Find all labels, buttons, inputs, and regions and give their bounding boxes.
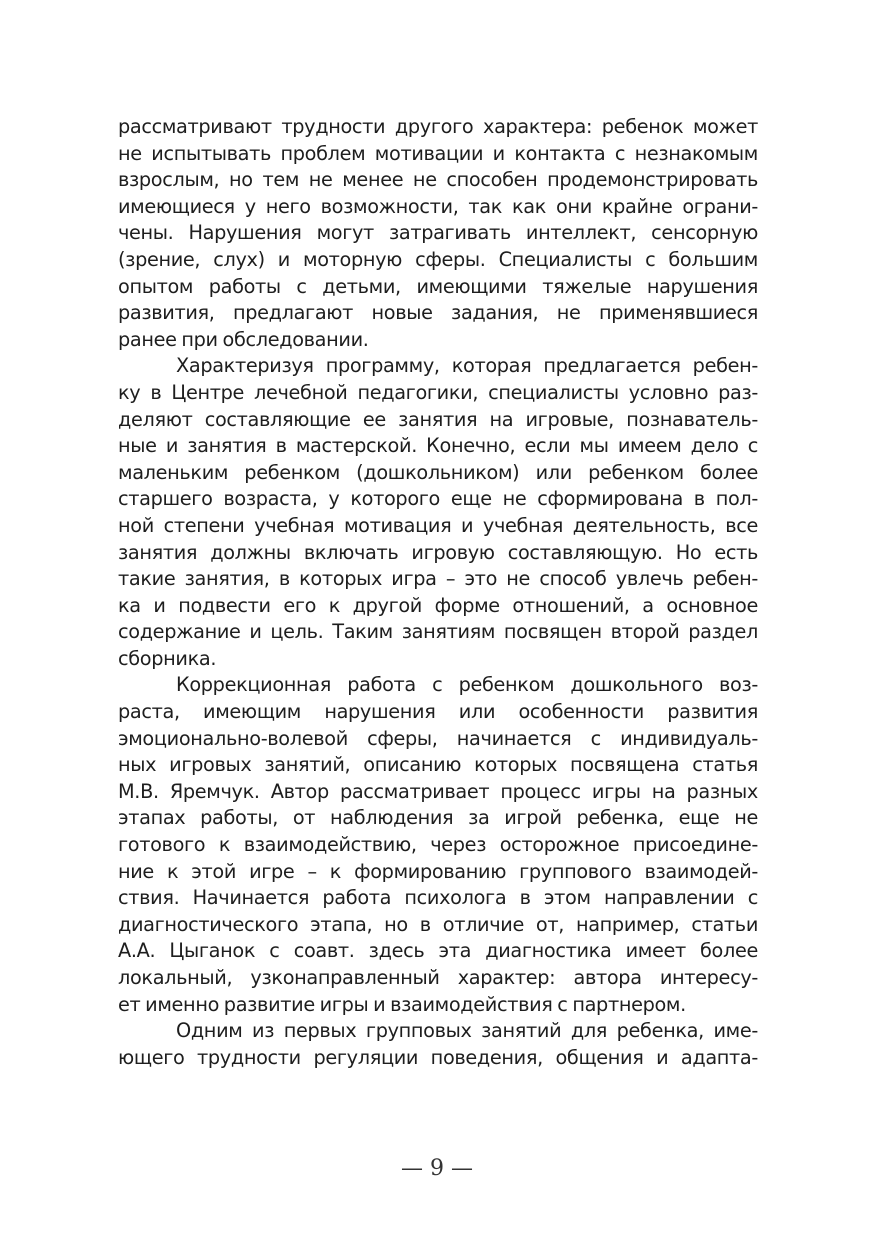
- paragraph-3: [118, 672, 758, 1018]
- text-line: ку в Центре лечебной педагогики, специалисты условно раз-: [118, 380, 758, 404]
- text-line: (зрение, слух) и моторную сферы. Специалисты с большим: [118, 247, 758, 271]
- text-line: опытом работы с детьми, имеющими тяжелые нарушения: [118, 274, 758, 298]
- text-line: готового к взаимодействию, через осторожное присоедине-: [118, 833, 758, 857]
- text-line: ствия. Начинается работа психолога в этом направлении с: [118, 886, 758, 910]
- text-line: рассматривают трудности другого характера: ребенок может: [118, 115, 758, 138]
- paragraph-4: [118, 1018, 758, 1071]
- paragraph-2: [118, 353, 758, 672]
- text-line: Характеризуя программу, которая предлагается ребен-: [176, 354, 758, 378]
- text-line: Одним из первых групповых занятий для ребенка, име-: [176, 1019, 758, 1043]
- text-line: ной степени учебная мотивация и учебная деятельность, все: [118, 513, 758, 537]
- text-line: взрослым, но тем не менее не способен продемонстрировать: [118, 168, 758, 192]
- text-line: локальный, узконаправленный характер: автора интересу-: [118, 966, 758, 989]
- text-line: занятия должны включать игровую составляющую. Но есть: [118, 540, 758, 564]
- text-line: раста, имеющим нарушения или особенности развития: [118, 700, 758, 724]
- text-line: диагностического этапа, но в отличие от, например, статьи: [118, 912, 758, 936]
- text-line: чены. Нарушения могут затрагивать интеллект, сенсорную: [118, 221, 758, 245]
- text-line: Коррекционная работа с ребенком дошкольного воз-: [176, 673, 758, 697]
- body-text: [118, 114, 758, 1071]
- text-line: ранее при обследовании.: [118, 327, 369, 351]
- text-line: имеющиеся у него возможности, так как они крайне ограни-: [118, 194, 758, 218]
- text-line: эмоционально-волевой сферы, начинается с индивидуаль-: [118, 726, 758, 750]
- text-line: А.А. Цыганок с соавт. здесь эта диагностика имеет более: [118, 939, 758, 963]
- text-line: развития, предлагают новые задания, не применявшиеся: [118, 301, 758, 325]
- text-line: ющего трудности регуляции поведения, общения и адапта-: [118, 1045, 758, 1069]
- text-line: ка и подвести его к другой форме отношений, а основное: [118, 593, 758, 617]
- text-line: такие занятия, в которых игра – это не способ увлечь ребен-: [118, 567, 758, 591]
- paragraph-1: [118, 114, 758, 353]
- text-line: ных игровых занятий, описанию которых посвящена статья: [118, 753, 758, 777]
- text-line: этапах работы, от наблюдения за игрой ребенка, еще не: [118, 806, 758, 830]
- text-line: маленьким ребенком (дошкольником) или ребенком более: [118, 460, 758, 484]
- text-line: М.В. Яремчук. Автор рассматривает процесс игры на разных: [118, 779, 758, 803]
- text-line: ет именно развитие игры и взаимодействия с партнером.: [118, 992, 686, 1016]
- page-number: — 9 —: [401, 1156, 473, 1181]
- text-line: ные и занятия в мастерской. Конечно, если мы имеем дело с: [118, 434, 758, 458]
- text-line: старшего возраста, у которого еще не сформирована в пол-: [118, 487, 758, 511]
- text-line: сборника.: [118, 646, 217, 670]
- text-line: деляют составляющие ее занятия на игровые, познаватель-: [118, 407, 758, 431]
- text-line: ние к этой игре – к формированию группового взаимодей-: [118, 859, 758, 883]
- text-line: не испытывать проблем мотивации и контакта с незнакомым: [118, 141, 758, 165]
- text-line: содержание и цель. Таким занятиям посвящен второй раздел: [118, 620, 758, 644]
